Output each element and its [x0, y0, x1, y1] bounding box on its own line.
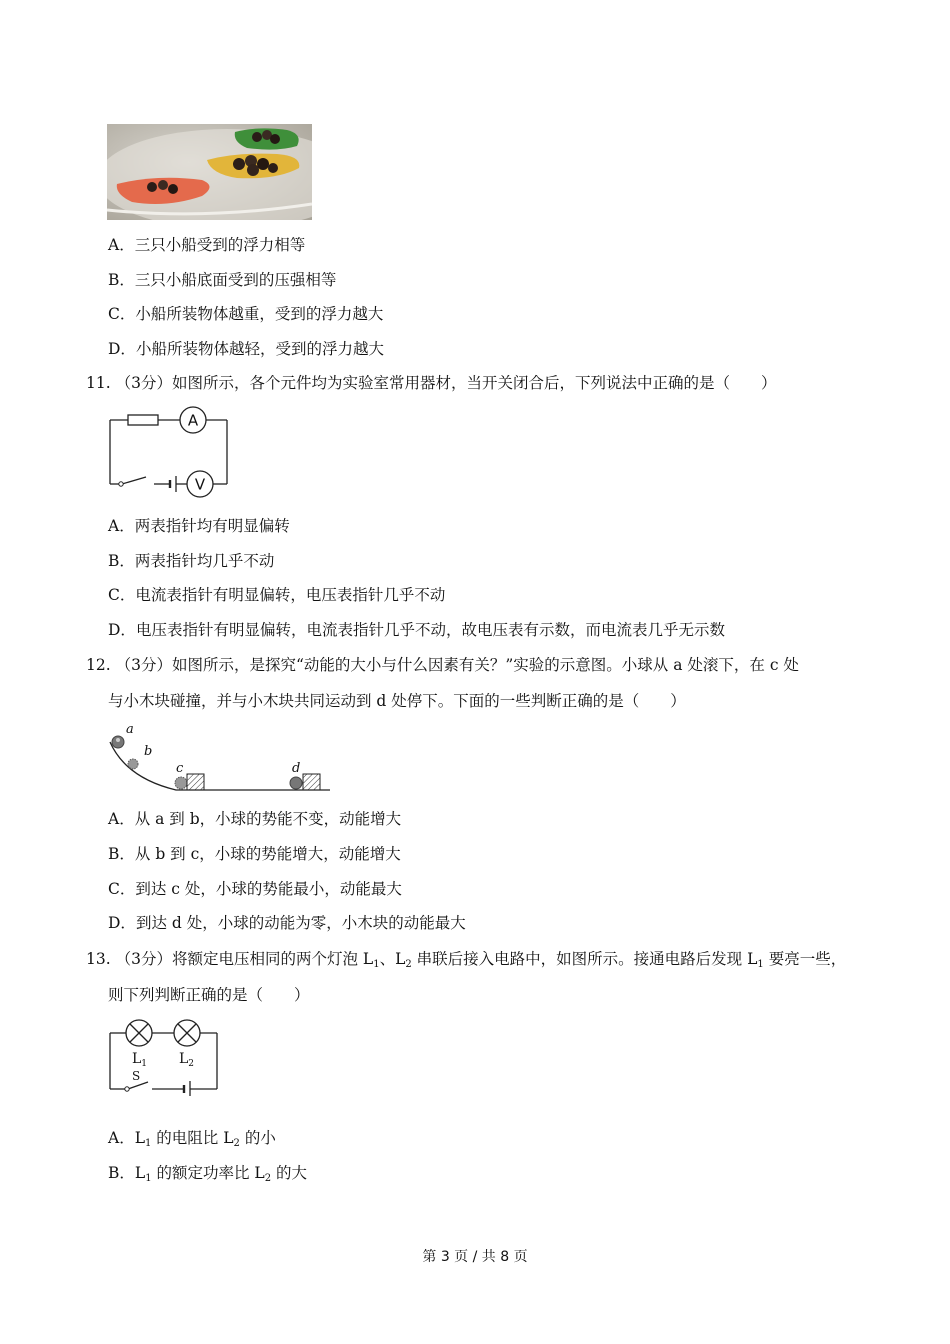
q12-ramp-diagram — [106, 720, 334, 796]
q10-option-a: A．三只小船受到的浮力相等 — [108, 236, 306, 254]
q10-option-b: B．三只小船底面受到的压强相等 — [108, 271, 337, 289]
point-d-label: d — [292, 761, 301, 776]
q10-option-c: C．小船所装物体越重，受到的浮力越大 — [108, 305, 384, 323]
q12-option-b: B．从 b 到 c，小球的势能增大，动能增大 — [108, 845, 401, 863]
q11-option-d: D．电压表指针有明显偏转，电流表指针几乎不动，故电压表有示数，而电流表几乎无示数 — [108, 621, 725, 639]
q12-stem-line1: 12. （3分）如图所示，是探究“动能的大小与什么因素有关？”实验的示意图。小球从 a 处滚下，在 c 处 — [86, 656, 799, 674]
q11-stem: 11. （3分）如图所示，各个元件均为实验室常用器材，当开关闭合后，下列说法中正确的是（ ） — [86, 374, 777, 392]
q10-option-d: D．小船所装物体越轻，受到的浮力越大 — [108, 340, 384, 358]
boats-photo — [107, 124, 312, 220]
q13-option-a: A．$L_1$ 的电阻比 $L_2$ 的小 — [108, 1129, 276, 1149]
point-b-label: b — [144, 744, 153, 759]
q13-circuit-diagram — [106, 1016, 222, 1096]
page-footer: 第 3 页 / 共 8 页 — [422, 1249, 528, 1265]
switch-label: S — [132, 1069, 141, 1083]
ammeter-label: A — [187, 411, 199, 430]
lamp1-label: $L_1$ — [132, 1051, 148, 1069]
q12-option-c: C．到达 c 处，小球的势能最小，动能最大 — [108, 880, 402, 898]
q11-option-c: C．电流表指针有明显偏转，电压表指针几乎不动 — [108, 586, 446, 604]
point-c-label: c — [176, 761, 184, 776]
q12-option-d: D．到达 d 处，小球的动能为零，小木块的动能最大 — [108, 914, 466, 932]
q12-option-a: A．从 a 到 b，小球的势能不变，动能增大 — [108, 810, 402, 828]
q11-circuit-diagram — [106, 404, 232, 498]
q13-stem-line2: 则下列判断正确的是（ ） — [108, 986, 310, 1004]
q11-option-a: A．两表指针均有明显偏转 — [108, 517, 290, 535]
voltmeter-label: V — [194, 475, 206, 494]
point-a-label: a — [126, 722, 134, 737]
q13-stem-line1: 13. （3分）将额定电压相同的两个灯泡 $L_1$、$L_2$ 串联后接入电路中，如图所示。接通电路后发现 $L_1$ 要亮一些， — [86, 950, 847, 970]
q12-stem-line2: 与小木块碰撞，并与小木块共同运动到 d 处停下。下面的一些判断正确的是（ ） — [108, 692, 686, 710]
q11-option-b: B．两表指针均几乎不动 — [108, 552, 275, 570]
lamp2-label: $L_2$ — [179, 1051, 195, 1069]
q13-option-b: B．$L_1$ 的额定功率比 $L_2$ 的大 — [108, 1164, 308, 1184]
